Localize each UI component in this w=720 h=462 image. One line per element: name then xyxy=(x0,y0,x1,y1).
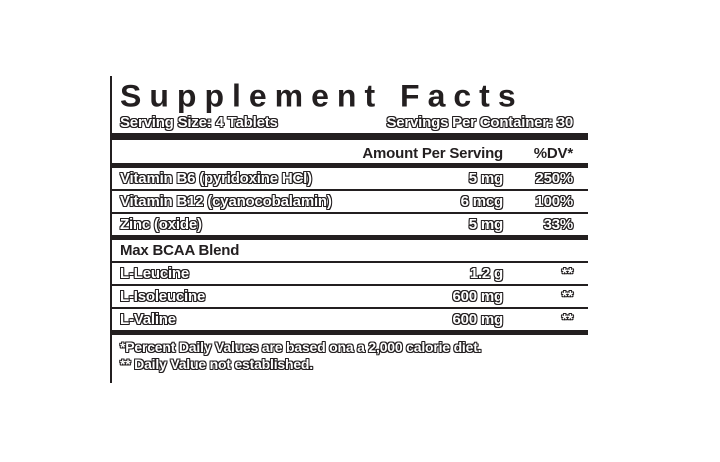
blend-item-dv: ** xyxy=(561,288,573,305)
blend-item-name: L-Leucine xyxy=(120,265,190,282)
blend-item-amount: 600 mg xyxy=(452,311,503,328)
nutrient-dv: 33% xyxy=(543,216,573,233)
nutrient-name: Vitamin B6 (pyridoxine HCl) xyxy=(120,170,312,187)
table-row xyxy=(112,191,588,214)
serving-info-row xyxy=(112,113,588,133)
footnote-daily-values: *Percent Daily Values are based ona a 2,000 calorie diet. xyxy=(120,339,482,355)
table-row xyxy=(112,168,588,191)
footnotes xyxy=(112,339,588,373)
blend-item-amount: 600 mg xyxy=(452,288,503,305)
column-header-row xyxy=(112,145,588,163)
supplement-facts-panel xyxy=(110,76,588,383)
table-row xyxy=(112,286,588,309)
blend-item-dv: ** xyxy=(561,265,573,282)
table-row xyxy=(112,309,588,330)
panel-title: Supplement Facts xyxy=(120,78,524,114)
table-row xyxy=(112,263,588,286)
column-header-amount: Amount Per Serving xyxy=(362,145,503,162)
nutrient-name: Vitamin B12 (cyanocobalamin) xyxy=(120,193,332,210)
divider-above-footnotes xyxy=(112,330,588,335)
column-header-dv: %DV* xyxy=(533,145,573,162)
servings-per-container-text: Servings Per Container: 30 xyxy=(386,114,573,131)
serving-size-text: Serving Size: 4 Tablets xyxy=(120,114,278,131)
divider-thick-top xyxy=(112,133,588,140)
nutrient-amount: 6 mcg xyxy=(460,193,503,210)
footnote-not-established: ** Daily Value not established. xyxy=(120,356,313,372)
nutrient-dv: 100% xyxy=(535,193,573,210)
nutrient-name: Zinc (oxide) xyxy=(120,216,202,233)
blend-section-header: Max BCAA Blend xyxy=(112,240,588,263)
nutrient-amount: 5 mg xyxy=(468,216,503,233)
nutrient-amount: 5 mg xyxy=(468,170,503,187)
nutrient-dv: 250% xyxy=(535,170,573,187)
table-row xyxy=(112,214,588,235)
blend-item-amount: 1.2 g xyxy=(469,265,503,282)
blend-item-name: L-Isoleucine xyxy=(120,288,206,305)
blend-item-dv: ** xyxy=(561,311,573,328)
blend-item-name: L-Valine xyxy=(120,311,176,328)
